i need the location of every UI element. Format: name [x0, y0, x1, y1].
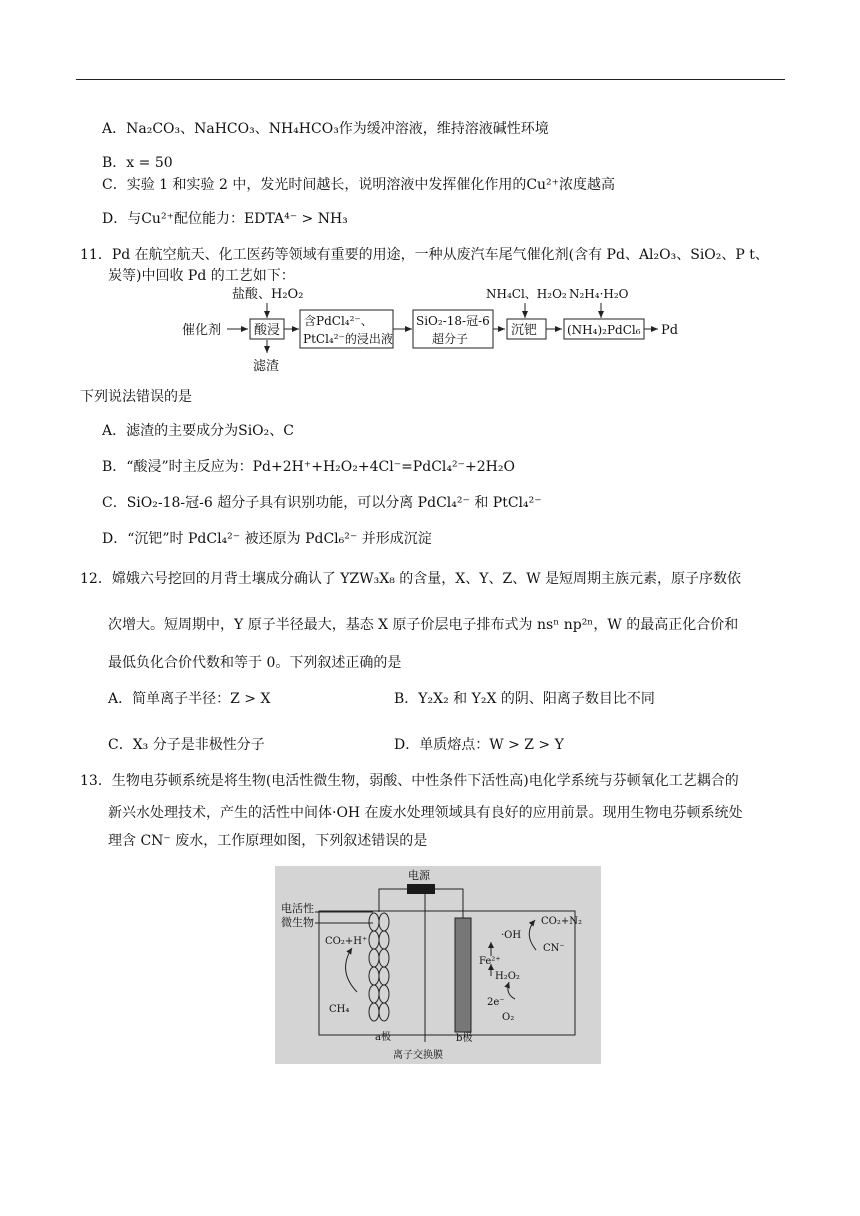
label-oh: ·OH	[501, 930, 522, 941]
flow-residue: 滤渣	[253, 359, 280, 374]
q12-option-d: D．单质熔点：W > Z > Y	[394, 737, 564, 753]
q13-electrolysis-figure	[275, 866, 601, 1064]
label-cn: CN⁻	[543, 943, 565, 954]
b-electrode	[455, 918, 471, 1032]
label-o2: O₂	[502, 1012, 515, 1023]
label-fe: Fe²⁺	[479, 956, 501, 967]
q11-flow-diagram	[180, 283, 680, 375]
q10-option-a: A．Na₂CO₃、NaHCO₃、NH₄HCO₃作为缓冲溶液，维持溶液碱性环境	[102, 121, 549, 137]
label-membrane: 离子交换膜	[393, 1050, 443, 1061]
label-ch4: CH₄	[329, 1004, 350, 1015]
header-rule	[76, 79, 785, 80]
flow-reagent-2: NH₄Cl、H₂O₂	[486, 287, 567, 301]
q10-option-c: C．实验 1 和实验 2 中，发光时间越长，说明溶液中发挥催化作用的Cu²⁺浓度越高	[102, 177, 616, 193]
q11-option-c: C．SiO₂-18-冠-6 超分子具有识别功能，可以分离 PdCl₄²⁻ 和 PtCl₄²⁻	[102, 495, 542, 511]
flow-box3-line1: SiO₂-18-冠-6	[416, 314, 490, 328]
q13-stem-line3: 理含 CN⁻ 废水，工作原理如图，下列叙述错误的是	[108, 833, 428, 849]
q12-option-b: B．Y₂X₂ 和 Y₂X 的阴、阳离子数目比不同	[394, 691, 655, 707]
q11-stem-line2: 炭等)中回收 Pd 的工艺如下：	[108, 268, 295, 284]
figure-background	[275, 866, 601, 1064]
power-supply-icon	[407, 884, 435, 894]
q12-option-a: A．简单离子半径：Z > X	[108, 691, 271, 707]
q13-stem-line2: 新兴水处理技术，产生的活性中间体·OH 在废水处理领域具有良好的应用前景。现用生物电芬顿系统处	[108, 805, 743, 821]
label-power: 电源	[408, 869, 430, 882]
flow-box2-line2: PtCl₄²⁻的浸出液	[303, 332, 393, 346]
q11-option-b: B．“酸浸”时主反应为：Pd+2H⁺+H₂O₂+4Cl⁻=PdCl₄²⁻+2H₂O	[102, 459, 515, 475]
flow-box3-line2: 超分子	[432, 332, 469, 346]
q10-option-b: B．x = 50	[102, 155, 173, 171]
flow-output: Pd	[661, 323, 679, 338]
label-microbe-2: 微生物	[281, 916, 314, 929]
label-microbe-1: 电活性	[281, 902, 314, 915]
label-a-pole: a极	[375, 1032, 391, 1043]
q12-stem-line1: 12．嫦娥六号挖回的月背土壤成分确认了 YZW₃X₈ 的含量，X、Y、Z、W 是短周期主族元素，原子序数依	[80, 571, 742, 587]
label-electrons: 2e⁻	[487, 997, 505, 1008]
q11-option-a: A．滤渣的主要成分为SiO₂、C	[102, 423, 294, 439]
q13-stem-line1: 13．生物电芬顿系统是将生物(电活性微生物，弱酸、中性条件下活性高)电化学系统与芬顿氧化工艺耦合的	[80, 773, 739, 789]
q10-option-d: D．与Cu²⁺配位能力：EDTA⁴⁻ > NH₃	[102, 211, 348, 227]
flow-box4-label: 沉钯	[511, 323, 538, 338]
label-co2-h: CO₂+H⁺	[325, 936, 368, 947]
flow-box5-label: (NH₄)₂PdCl₆	[567, 323, 641, 337]
q11-option-d: D．“沉钯”时 PdCl₄²⁻ 被还原为 PdCl₆²⁻ 并形成沉淀	[102, 531, 432, 547]
label-h2o2: H₂O₂	[495, 971, 520, 982]
label-co2-n2: CO₂+N₂	[541, 916, 582, 927]
flow-reagent-1: 盐酸、H₂O₂	[232, 287, 304, 302]
label-b-pole: b极	[456, 1033, 473, 1044]
flow-box1-label: 酸浸	[254, 323, 281, 338]
q12-stem-line2: 次增大。短周期中，Y 原子半径最大，基态 X 原子价层电子排布式为 nsⁿ np²ⁿ，W 的最高正化合价和	[108, 617, 739, 633]
flow-box2-line1: 含PdCl₄²⁻、	[304, 314, 373, 328]
flow-input: 催化剂	[182, 323, 222, 338]
q11-prompt: 下列说法错误的是	[80, 389, 192, 405]
q11-stem-line1: 11．Pd 在航空航天、化工医药等领域有重要的用途，一种从废汽车尾气催化剂(含有 Pd、Al₂O₃、SiO₂、P t、	[80, 247, 769, 263]
q12-stem-line3: 最低负化合价代数和等于 0。下列叙述正确的是	[108, 655, 402, 671]
q12-option-c: C．X₃ 分子是非极性分子	[108, 737, 265, 753]
flow-reagent-3: N₂H₄·H₂O	[569, 287, 629, 301]
